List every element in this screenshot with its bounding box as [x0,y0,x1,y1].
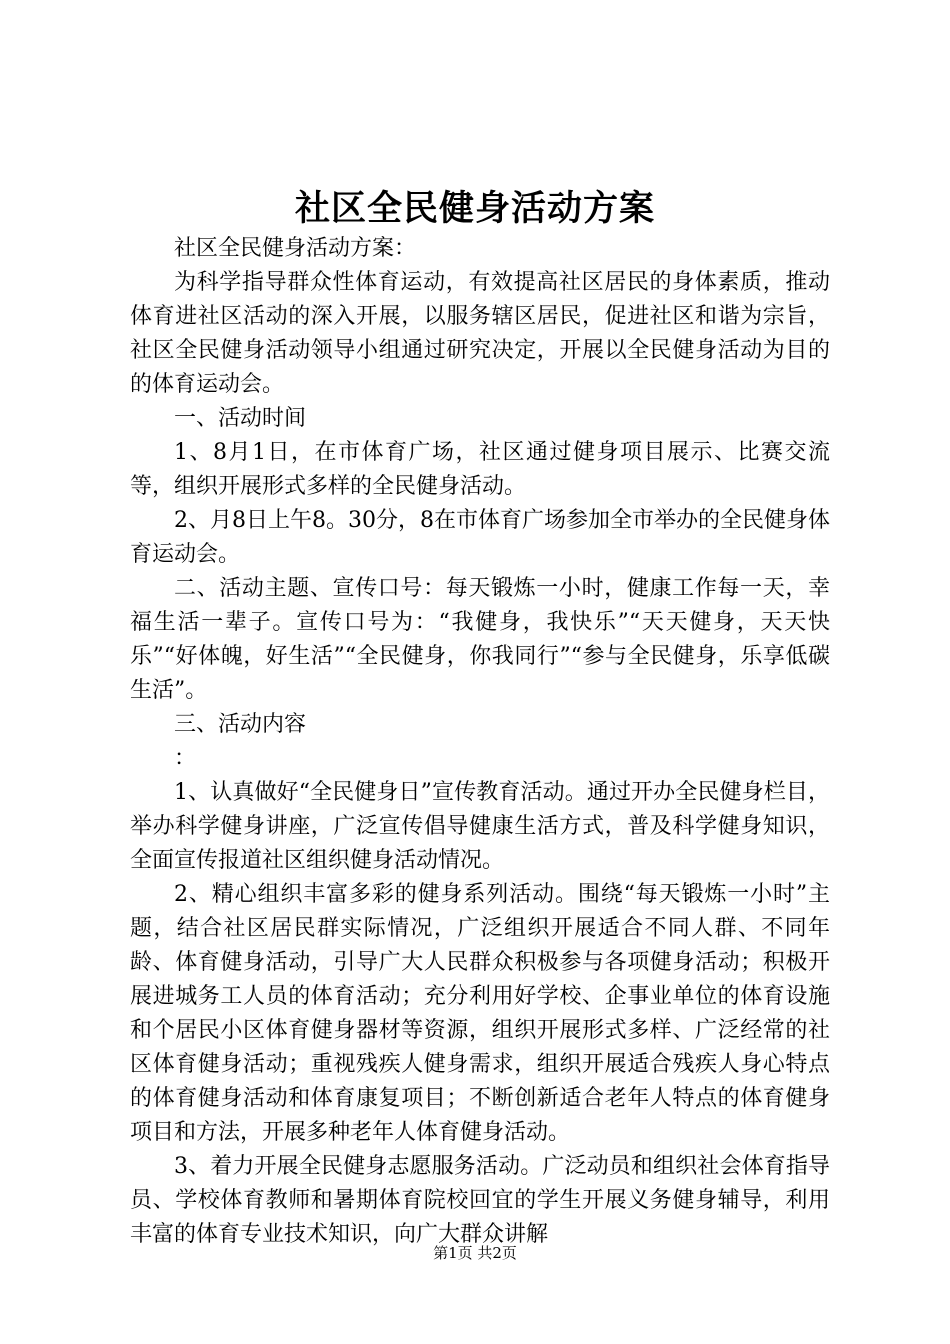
paragraph-intro: 社区全民健身活动方案： [174,236,417,261]
document-title: 社区全民健身活动方案 [294,188,655,229]
paragraph-content-item-2: 2、精心组织丰富多彩的健身系列活动。围绕“每天锻炼一小时”主题，结合社区居民群实际情况，广泛组织开展适合不同人群、不同年龄、体育健身活动，引导广大人民群众积极参与各项健身活动；积极开展进城务工人员的体育活动；充分利用好学校、企事业单位的体育设施和个居民小区体育健身器材等资源，组织开展形式多样、广泛经常的社区体育健身活动；重视残疾人健身需求，组织开展适合残疾人身心特点的体育健身活动和体育康复项目；不断创新适合老年人特点的体育健身项目和方法，开展多种老年人体育健身活动。 [130,882,830,1145]
document-body [130,232,830,1252]
paragraph-content-item-3: 3、着力开展全民健身志愿服务活动。广泛动员和组织社会体育指导员、学校体育教师和暑期体育院校回宜的学生开展义务健身辅导，利用丰富的体育专业技术知识，向广大群众讲解 [130,1154,830,1247]
paragraph-colon: ： [174,746,197,771]
section-heading-content: 三、活动内容 [174,712,307,737]
paragraph-time-item-2: 2、月8日上午8。30分，8在市体育广场参加全市举办的全民健身体育运动会。 [130,508,830,567]
paragraph-theme-slogans: 二、活动主题、宣传口号：每天锻炼一小时，健康工作每一天，幸福生活一辈子。宣传口号为：“我健身，我快乐”“天天健身，天天快乐”“好体魄，好生活”“全民健身，你我同行”“参与全民健身，乐享低碳生活”。 [130,576,830,703]
paragraph-content-item-1: 1、认真做好“全民健身日”宣传教育活动。通过开办全民健身栏目，举办科学健身讲座，广泛宣传倡导健康生活方式，普及科学健身知识，全面宣传报道社区组织健身活动情况。 [130,780,830,873]
page-number-footer: 第1页 共2页 [433,1244,517,1262]
paragraph-purpose: 为科学指导群众性体育运动，有效提高社区居民的身体素质，推动体育进社区活动的深入开展，以服务辖区居民，促进社区和谐为宗旨，社区全民健身活动领导小组通过研究决定，开展以全民健身活动为目的的体育运动会。 [130,270,830,397]
section-heading-time: 一、活动时间 [174,406,307,431]
paragraph-time-item-1: 1、8月1日，在市体育广场，社区通过健身项目展示、比赛交流等，组织开展形式多样的全民健身活动。 [130,440,830,499]
